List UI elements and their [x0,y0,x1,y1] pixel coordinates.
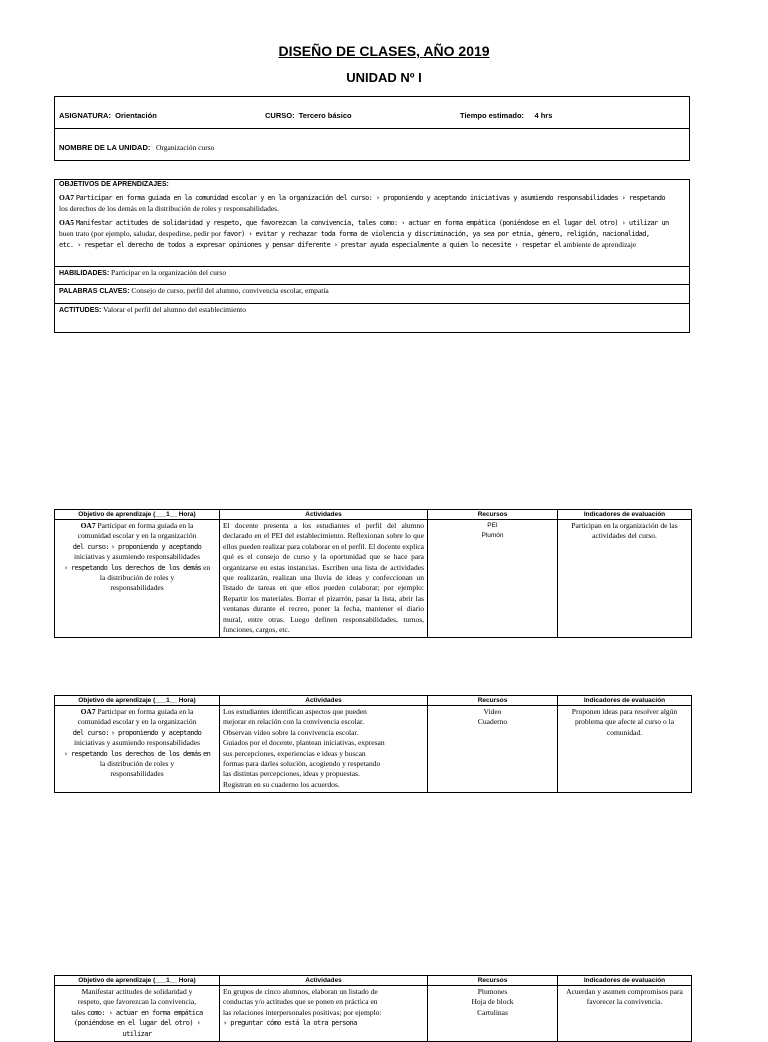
activity-line: sus percepciones, experiencias e ideas y buscan [223,748,366,758]
header-activities: Actividades [220,510,428,520]
oa7-objective [59,193,685,215]
skills-value: Participar en la organización del curso [111,268,227,277]
oa5-line2b: favor) › evitar y rechazar toda forma de violencia y discriminación, ya sea por etnia, género, religión, nacionalidad, [223,229,650,238]
objective-code: OA7 [80,521,96,530]
table-row [55,520,692,638]
activity-line: las relaciones interpersonales positivas; por ejemplo: [223,1007,382,1017]
table-row [55,986,692,1042]
objective-text: en [203,749,211,758]
activity-line: Registran en su cuaderno los acuerdos. [223,779,340,789]
objective-text: › proponiendo y aceptando [110,728,202,737]
objective-text: como: › actuar en forma empática [86,1008,203,1017]
resource-item: Plumones [477,987,508,996]
objective-code: OA7 [80,707,96,716]
unit-info-box [54,96,690,161]
activity-table-1 [54,509,692,638]
header-objective: Objetivo de aprendizaje (___1__ Hora) [55,976,220,986]
header-activities: Actividades [220,696,428,706]
unit-name-label: NOMBRE DE LA UNIDAD: [59,143,151,152]
course-field [265,111,352,120]
header-indicators: Indicadores de evaluación [558,510,692,520]
resource-item: Cartulinas [477,1007,508,1017]
activity-line: las distintas percepciones, ideas y propuestas. [223,769,360,779]
objective-text: Participar en forma guiada en la [97,707,194,716]
activity-line: Los estudiantes identifican aspectos que pueden [223,707,367,716]
keywords-value: Consejo de curso, perfil del alumno, convivencia escolar, empatía [131,286,329,295]
objective-text: Manifestar actitudes de solidaridad y [81,987,193,996]
header-indicators: Indicadores de evaluación [558,976,692,986]
course-value: Tercero básico [298,111,352,120]
objective-text: comunidad escolar y en la organización [77,717,197,727]
resource-item: PEI [487,522,498,529]
activity-line: conductas y/o actitudes que se ponen en práctica en [223,997,378,1007]
resources-cell [428,520,558,638]
objective-text: comunidad escolar y en la organización [77,531,197,541]
oa5-line3b: ambiente de aprendizaje [563,239,637,249]
objective-cell [55,986,220,1042]
objective-text: › proponiendo y aceptando [110,542,202,551]
objectives-section [55,180,689,267]
objective-text: del curso: [72,728,109,737]
resource-item: Hoja de block [471,997,514,1007]
table-header-row [55,510,692,520]
skills-row [55,267,689,285]
time-value: 4 hrs [534,111,553,120]
activity-line: Guiados por el docente, plantean iniciativas, expresan [223,738,385,748]
objective-text: iniciativas y asumiendo responsabilidades [73,552,200,562]
activity-line: formas para darles solución, acogiendo y respetando [223,759,381,769]
objective-text: del curso: [72,542,109,551]
resource-item: Video [483,707,502,716]
oa5-objective [59,218,685,251]
header-objective: Objetivo de aprendizaje (___1__ Hora) [55,696,220,706]
objective-text: responsabilidades [110,769,164,779]
oa5-code: OA5 [59,217,74,227]
objective-text: (poniéndose en el lugar del otro) › utilizar [73,1019,201,1038]
course-label: CURSO: [265,111,295,120]
oa7-code: OA7 [59,193,74,202]
objective-text: › respetando los derechos de los demás [63,563,202,572]
resources-cell [428,706,558,793]
objective-cell [55,706,220,793]
oa5-line3a: etc. › respetar el derecho de todos a expresar opiniones y pensar diferente › prestar ayuda especialmente a quien lo necesite › respetar el [59,240,562,249]
resource-item: Cuaderno [477,717,508,727]
activity-table-3 [54,975,692,1042]
objective-cell [55,520,220,638]
skills-label: HABILIDADES: [59,270,110,277]
resources-cell [428,986,558,1042]
attitudes-row [55,304,689,332]
header-resources: Recursos [428,510,558,520]
unit-name-row [59,143,214,152]
objective-text: iniciativas y asumiendo responsabilidades [73,738,200,748]
objective-text: en [203,562,211,572]
header-indicators: Indicadores de evaluación [558,696,692,706]
oa5-line2a: buen trato (por ejemplo, saludar, despedirse, pedir por [59,228,222,238]
unit-title: UNIDAD Nº I [346,70,422,85]
objective-text: respeto, que favorezcan la convivencia, [77,997,197,1007]
document-title: DISEÑO DE CLASES, AÑO 2019 [278,43,490,59]
table-header-row [55,696,692,706]
subject-value: Orientación [115,111,157,120]
time-label: Tiempo estimado: [460,111,525,120]
header-resources: Recursos [428,696,558,706]
unit-name-value: Organización curso [156,143,215,152]
subject-field [59,111,157,120]
header-resources: Recursos [428,976,558,986]
objective-text: responsabilidades [110,583,164,593]
activity-line: › preguntar cómo está la otra persona [223,1019,357,1028]
indicators-cell: Acuerdan y asumen compromisos para favorecer la convivencia. [558,986,692,1042]
objective-text: la distribución de roles y [99,573,175,583]
objective-text: › respetando los derechos de los demás [63,749,202,758]
objective-text: la distribución de roles y [99,759,175,769]
time-field [460,111,552,120]
objective-text: tales [71,1007,86,1017]
oa7-line1: Participar en forma guiada en la comunidad escolar y en la organización del curso: › proponiendo y aceptando iniciativas y asumiendo responsabilidades › respetando [75,194,666,202]
keywords-label: PALABRAS CLAVES: [59,288,130,295]
objective-text: Participar en forma guiada en la [97,521,194,530]
activity-line: mejorar en relación con la convivencia escolar. [223,717,364,727]
resource-item: Plumón [481,532,504,540]
header-objective: Objetivo de aprendizaje (___1__ Hora) [55,510,220,520]
objectives-header: OBJETIVOS DE APRENDIZAJES: [59,181,169,188]
table-row [55,706,692,793]
activities-cell [220,706,428,793]
header-activities: Actividades [220,976,428,986]
divider [55,128,689,129]
activity-line: Observan video sobre la convivencia escolar. [223,727,359,737]
subject-label: ASIGNATURA: [59,111,111,120]
table-header-row [55,976,692,986]
activity-line: En grupos de cinco alumnos, elaboran un listado de [223,987,378,996]
oa7-line2: los derechos de los demás en la distribución de roles y responsabilidades. [59,203,279,213]
activities-cell: El docente presenta a los estudiantes el perfil del alumno declarado en el PEI del establecimiento. Reflexionan sobre lo que ellos pueden realizar para colaborar en el perfil. El docente explica qué es el consejo de curso y la oportunidad que se hace para organizarse en estas instancias. Escriben una lista de actividades que realizarán, realizan una lluvia de ideas y confeccionan un listado de tareas en que ellos pueden colaborar; por ejemplo: Repartir los materiales. Borrar el pizarrón, pasar la lista, abrir las ventanas durante el recreo, poner la fecha, mantener el diario mural, entre otras. Luego definen responsabilidades, turnos, funciones, cargos, etc. [220,520,428,638]
objectives-box [54,179,690,333]
indicators-cell: Participan en la organización de las actividades del curso. [558,520,692,638]
attitudes-value: Valorar el perfil del alumno del establecimiento [103,305,247,314]
activity-table-2 [54,695,692,793]
attitudes-label: ACTITUDES: [59,307,102,314]
keywords-row [55,285,689,304]
indicators-cell: Proponen ideas para resolver algún problema que afecte al curso o la comunidad. [558,706,692,793]
activities-cell [220,986,428,1042]
oa5-line1: Manifestar actitudes de solidaridad y respeto, que favorezcan la convivencia, tales como: › actuar en forma empática (poniéndose en el lugar del otro) › utilizar un [75,218,669,227]
